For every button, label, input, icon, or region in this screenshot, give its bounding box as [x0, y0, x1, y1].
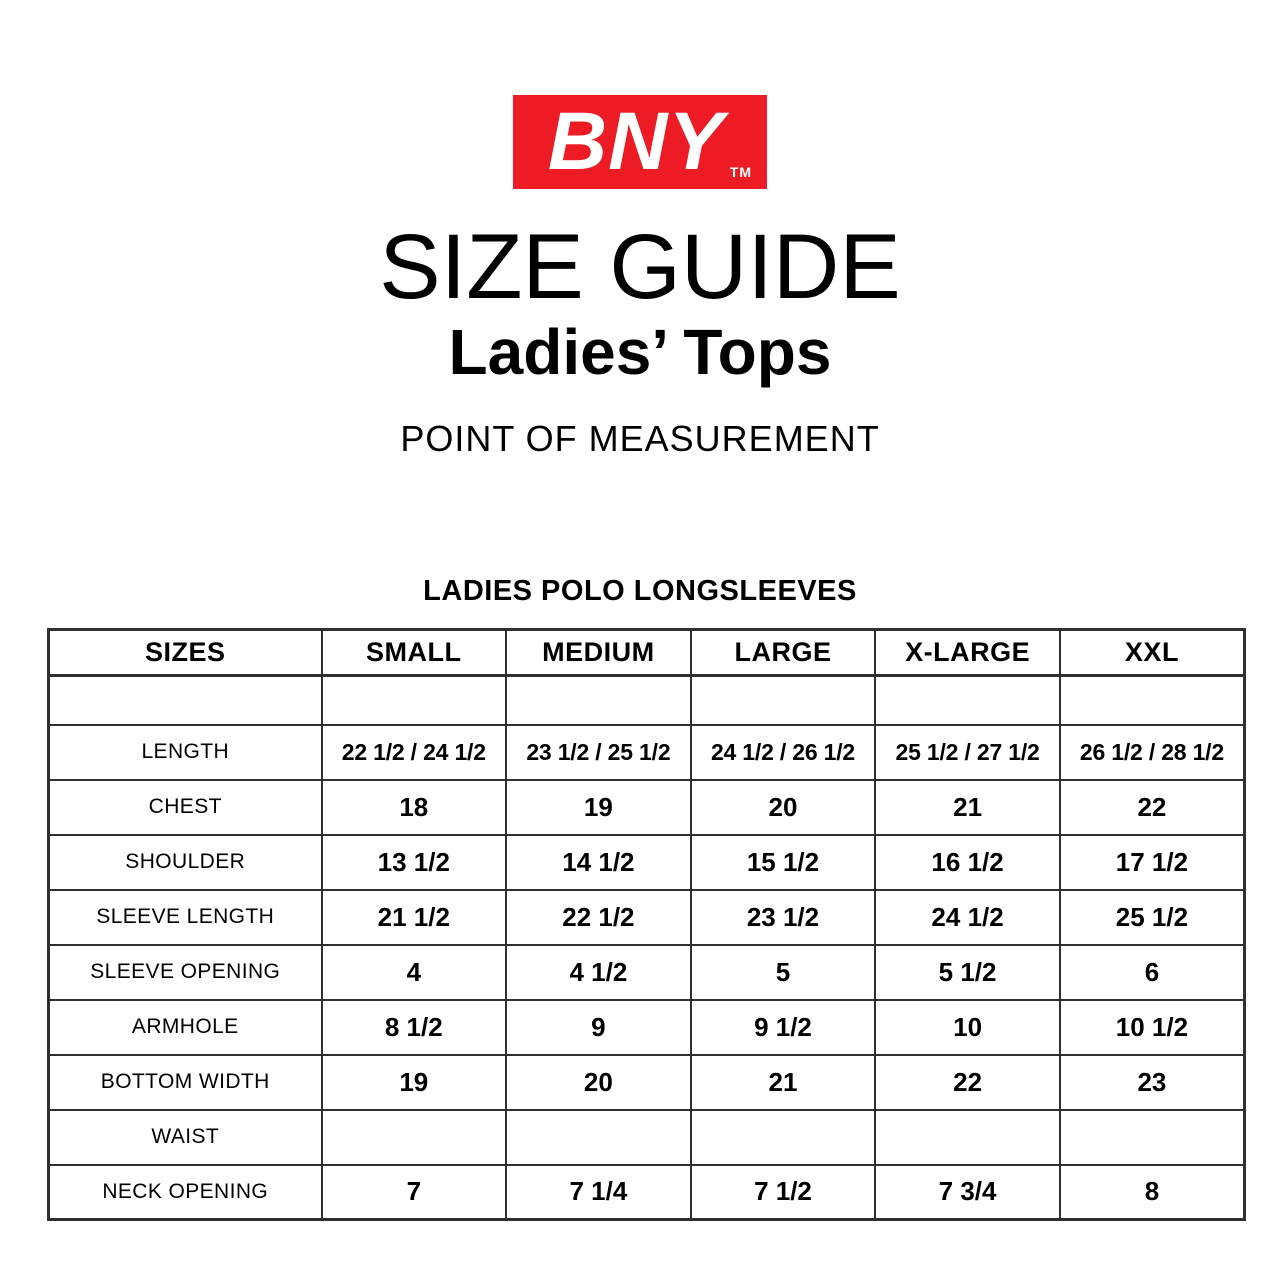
table-body — [49, 676, 1245, 1220]
size-value: 13 1/2 — [322, 835, 507, 890]
measurement-label: POINT OF MEASUREMENT — [400, 418, 880, 459]
size-value: 15 1/2 — [691, 835, 876, 890]
size-value: 20 — [506, 1055, 691, 1110]
column-header-small: SMALL — [322, 630, 507, 676]
row-label: ARMHOLE — [49, 1000, 322, 1055]
size-value — [691, 1110, 876, 1165]
size-value: 17 1/2 — [1060, 835, 1245, 890]
size-value: 23 1/2 — [691, 890, 876, 945]
table-row-length — [49, 725, 1245, 780]
size-value: 7 3/4 — [875, 1165, 1060, 1220]
table-row-sleeve-length — [49, 890, 1245, 945]
size-value: 22 1/2 — [506, 890, 691, 945]
size-value: 8 — [1060, 1165, 1245, 1220]
table-row-armhole — [49, 1000, 1245, 1055]
size-value — [506, 676, 691, 725]
column-header-x-large: X-LARGE — [875, 630, 1060, 676]
size-value: 16 1/2 — [875, 835, 1060, 890]
size-value: 8 1/2 — [322, 1000, 507, 1055]
bny-logo-text: BNY — [547, 96, 725, 187]
size-value: 19 — [506, 780, 691, 835]
trademark-label: TM — [729, 164, 752, 180]
table-row-waist — [49, 1110, 1245, 1165]
size-value: 7 — [322, 1165, 507, 1220]
row-label: SHOULDER — [49, 835, 322, 890]
size-value: 10 — [875, 1000, 1060, 1055]
row-label — [49, 676, 322, 725]
size-value: 21 — [875, 780, 1060, 835]
row-label: SLEEVE LENGTH — [49, 890, 322, 945]
size-value: 5 — [691, 945, 876, 1000]
size-value — [875, 1110, 1060, 1165]
row-label: BOTTOM WIDTH — [49, 1055, 322, 1110]
size-value: 7 1/2 — [691, 1165, 876, 1220]
size-value: 24 1/2 / 26 1/2 — [691, 725, 876, 780]
row-label: NECK OPENING — [49, 1165, 322, 1220]
table-row-bottom-width — [49, 1055, 1245, 1110]
row-label: CHEST — [49, 780, 322, 835]
size-value: 9 — [506, 1000, 691, 1055]
size-value — [1060, 1110, 1245, 1165]
table-title: LADIES POLO LONGSLEEVES — [423, 575, 857, 607]
size-value: 5 1/2 — [875, 945, 1060, 1000]
column-header-large: LARGE — [691, 630, 876, 676]
column-header-sizes: SIZES — [49, 630, 322, 676]
size-value — [506, 1110, 691, 1165]
size-value: 14 1/2 — [506, 835, 691, 890]
size-value: 4 — [322, 945, 507, 1000]
size-value: 25 1/2 / 27 1/2 — [875, 725, 1060, 780]
row-label: SLEEVE OPENING — [49, 945, 322, 1000]
size-value: 7 1/4 — [506, 1165, 691, 1220]
size-value: 19 — [322, 1055, 507, 1110]
size-value: 18 — [322, 780, 507, 835]
size-value: 22 — [1060, 780, 1245, 835]
size-value: 9 1/2 — [691, 1000, 876, 1055]
size-value — [875, 676, 1060, 725]
size-value: 25 1/2 — [1060, 890, 1245, 945]
size-guide-table — [47, 628, 1246, 1221]
page-subtitle: Ladies’ Tops — [448, 316, 832, 388]
size-value: 26 1/2 / 28 1/2 — [1060, 725, 1245, 780]
bny-logo — [513, 95, 767, 189]
column-header-medium: MEDIUM — [506, 630, 691, 676]
size-value: 22 — [875, 1055, 1060, 1110]
column-header-xxl: XXL — [1060, 630, 1245, 676]
size-value: 20 — [691, 780, 876, 835]
size-value: 22 1/2 / 24 1/2 — [322, 725, 507, 780]
table-head — [49, 630, 1245, 676]
table-row-neck-opening — [49, 1165, 1245, 1220]
size-value: 21 1/2 — [322, 890, 507, 945]
size-value: 4 1/2 — [506, 945, 691, 1000]
header-row — [49, 630, 1245, 676]
row-label: WAIST — [49, 1110, 322, 1165]
size-value — [322, 676, 507, 725]
table-row-shoulder — [49, 835, 1245, 890]
size-value — [1060, 676, 1245, 725]
table-row-blank — [49, 676, 1245, 725]
size-value: 6 — [1060, 945, 1245, 1000]
size-value: 10 1/2 — [1060, 1000, 1245, 1055]
size-value: 23 — [1060, 1055, 1245, 1110]
size-value — [691, 676, 876, 725]
table-row-sleeve-opening — [49, 945, 1245, 1000]
size-value: 21 — [691, 1055, 876, 1110]
page-title: SIZE GUIDE — [379, 216, 901, 318]
table-row-chest — [49, 780, 1245, 835]
row-label: LENGTH — [49, 725, 322, 780]
size-value: 23 1/2 / 25 1/2 — [506, 725, 691, 780]
size-value — [322, 1110, 507, 1165]
size-value: 24 1/2 — [875, 890, 1060, 945]
